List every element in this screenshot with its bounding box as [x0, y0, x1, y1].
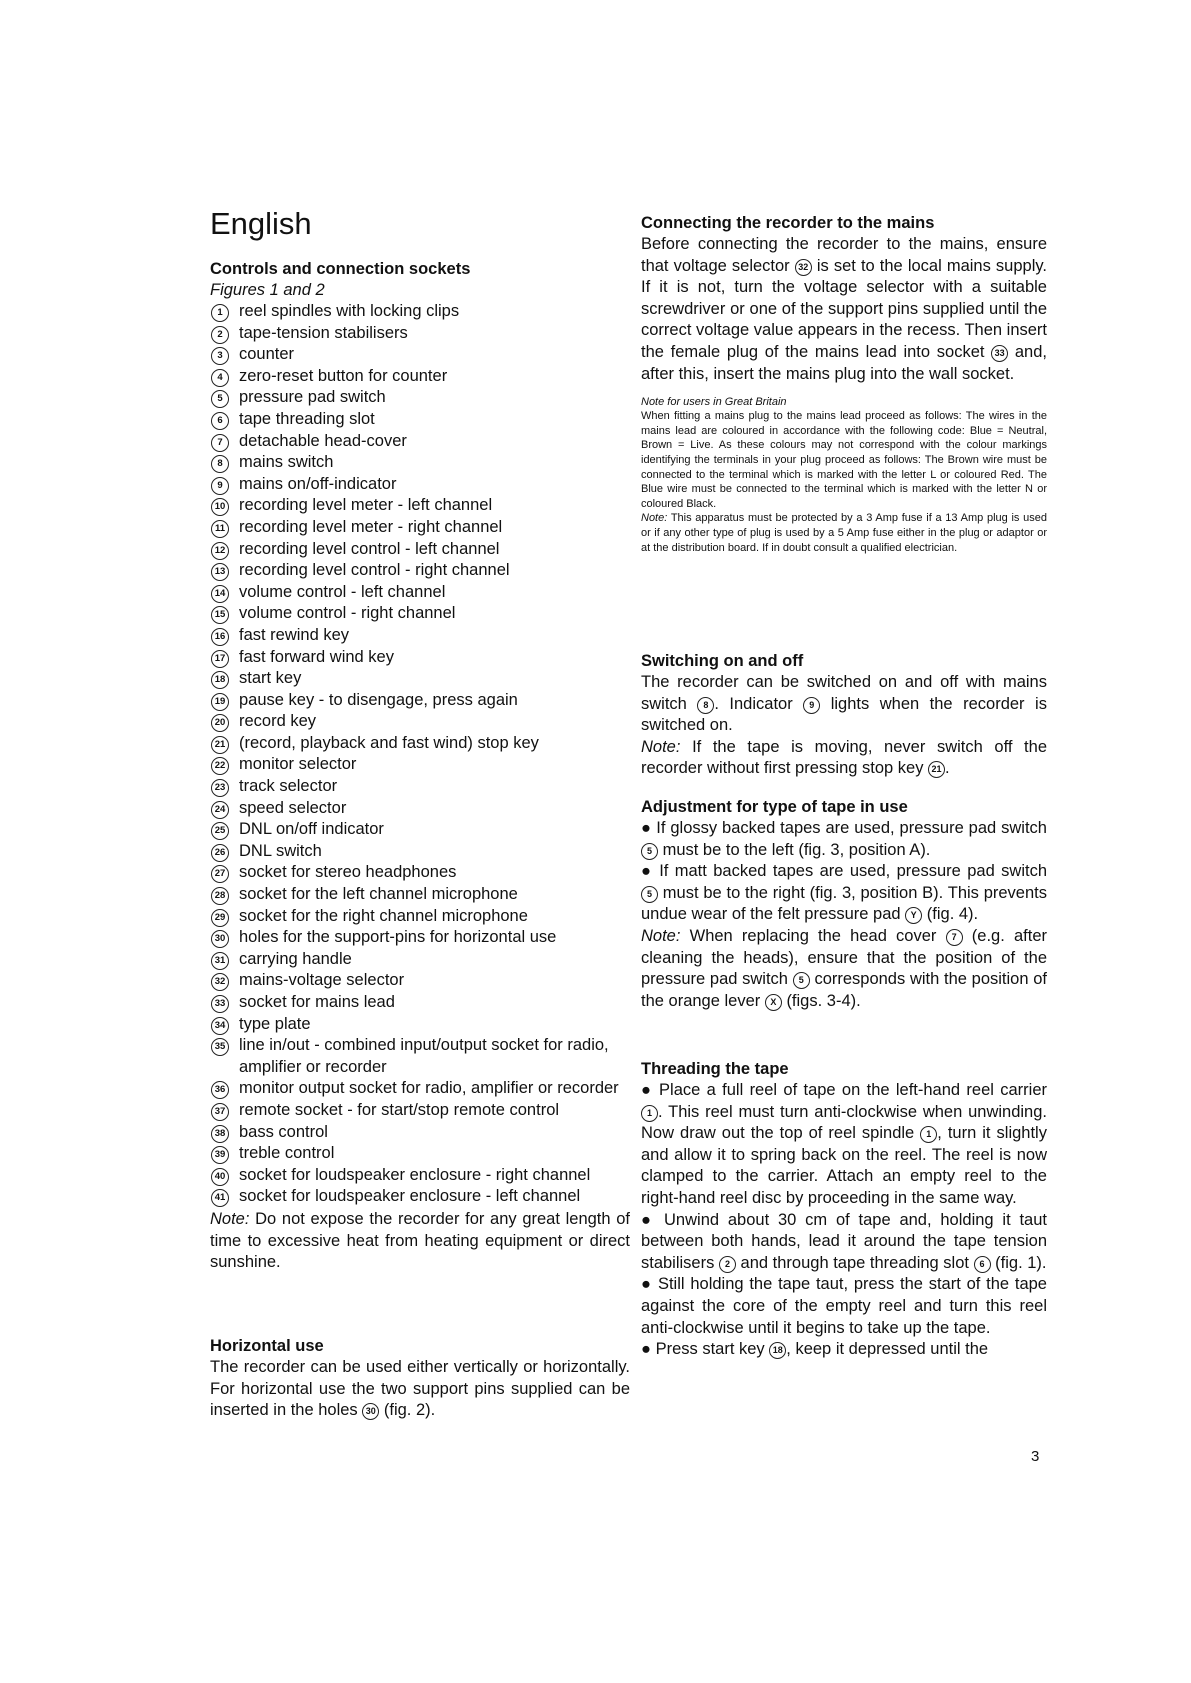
- control-description: DNL switch: [239, 841, 322, 860]
- control-number-circle: 1: [211, 304, 229, 322]
- note-text: Do not expose the recorder for any great length of time to excessive heat from heating equipment or direct sunshine.: [210, 1209, 630, 1272]
- control-description: start key: [239, 669, 302, 688]
- controls-section: [210, 259, 630, 1274]
- mains-text-1: Before connecting the recorder to the mains, ensure that voltage selector: [641, 235, 1047, 275]
- control-number-circle: 25: [211, 822, 229, 840]
- horizontal-section: [210, 1336, 630, 1422]
- threading-b2-text-2: and through tape threading slot: [740, 1253, 969, 1272]
- control-description: socket for stereo headphones: [239, 863, 457, 882]
- horizontal-text-b: (fig. 2).: [383, 1401, 436, 1420]
- control-number-circle: 30: [211, 930, 229, 948]
- control-description: fast rewind key: [239, 625, 350, 644]
- switching-text-1: The recorder can be switched on and off with mains switch: [641, 673, 1047, 713]
- control-description: tape-tension stabilisers: [239, 323, 408, 342]
- control-description: socket for the left channel microphone: [239, 885, 518, 904]
- control-number-circle: 32: [211, 973, 229, 991]
- control-number-circle: 16: [211, 628, 229, 646]
- control-description: line in/out - combined input/output socket for radio, amplifier or recorder: [239, 1036, 609, 1076]
- control-description: treble control: [239, 1144, 335, 1163]
- control-number-circle: 19: [211, 693, 229, 711]
- control-list-item: [210, 1100, 630, 1122]
- ref-circle: 18: [769, 1342, 786, 1359]
- control-number-circle: 8: [211, 455, 229, 473]
- control-list-item: [210, 1143, 630, 1165]
- threading-heading: Threading the tape: [641, 1060, 789, 1078]
- control-description: fast forward wind key: [239, 647, 394, 666]
- switching-section: [641, 651, 1047, 780]
- gb-fuse-note-label: Note:: [641, 512, 668, 525]
- control-number-circle: 26: [211, 844, 229, 862]
- control-description: remote socket - for start/stop remote control: [239, 1100, 560, 1119]
- control-number-circle: 21: [211, 736, 229, 754]
- switching-note-text-1: If the tape is moving, never switch off the recorder without first pressing stop key: [641, 737, 1047, 778]
- threading-bullet-4: ● Press start key 18 , keep it depressed until the: [641, 1340, 989, 1359]
- horizontal-text: [210, 1357, 630, 1422]
- control-description: socket for loudspeaker enclosure - left channel: [239, 1187, 581, 1206]
- control-description: counter: [239, 345, 295, 364]
- control-number-circle: 3: [211, 347, 229, 365]
- control-number-circle: 22: [211, 757, 229, 775]
- control-list-item: [210, 906, 630, 928]
- control-list-item: [210, 409, 630, 431]
- control-description: speed selector: [239, 798, 347, 817]
- control-number-circle: 23: [211, 779, 229, 797]
- control-description: reel spindles with locking clips: [239, 302, 460, 320]
- control-list-item: [210, 539, 630, 561]
- control-description: recording level control - left channel: [239, 539, 500, 558]
- control-description: DNL on/off indicator: [239, 820, 384, 839]
- control-list-item: [210, 323, 630, 345]
- control-number-circle: 33: [211, 995, 229, 1013]
- adjustment-b1-text-2: must be to the left (fig. 3, position A).: [662, 840, 931, 859]
- ref-circle: 5: [641, 843, 658, 860]
- control-list-item: [210, 366, 630, 388]
- control-list-item: [210, 711, 630, 733]
- control-number-circle: 10: [211, 498, 229, 516]
- ref-circle: 1: [641, 1105, 658, 1122]
- control-list-item: [210, 690, 630, 712]
- switching-note-label: Note:: [641, 737, 681, 756]
- horizontal-text-a: The recorder can be used either vertically or horizontally. For horizontal use the two support pins supplied can be inserted in the holes: [210, 1358, 630, 1420]
- adjustment-b2-text-3: (fig. 4).: [926, 905, 979, 924]
- ref-circle: 9: [803, 697, 820, 714]
- adjustment-b1-text-1: If glossy backed tapes are used, pressure pad switch: [656, 819, 1047, 837]
- adjustment-note-label: Note:: [641, 926, 681, 945]
- threading-section: [641, 1059, 1047, 1361]
- control-list-item: [210, 927, 630, 949]
- control-list-item: [210, 1014, 630, 1036]
- ref-circle: X: [765, 994, 782, 1011]
- control-description: socket for the right channel microphone: [239, 906, 528, 925]
- control-number-circle: 34: [211, 1017, 229, 1035]
- controls-heading: Controls and connection sockets: [210, 260, 471, 278]
- ref-circle: 6: [974, 1256, 991, 1273]
- ref-circle: 5: [793, 972, 810, 989]
- control-list-item: [210, 992, 630, 1014]
- control-list-item: [210, 733, 630, 755]
- mains-text: [641, 234, 1047, 385]
- control-list-item: [210, 495, 630, 517]
- control-description: type plate: [239, 1014, 311, 1033]
- adjustment-bullet-1: ● If glossy backed tapes are used, pressure pad switch 5 must be to the left (fig. 3, position A).: [641, 819, 1047, 859]
- adjustment-note-text-3: corresponds with the position of the orange lever: [641, 970, 1047, 1010]
- control-number-circle: 9: [211, 477, 229, 495]
- gb-fuse-note-text: This apparatus must be protected by a 3 Amp fuse if a 13 Amp plug is used or if any other type of plug is used by a 5 Amp fuse either in the plug or adaptor or at the distribution board. If in doubt consult a qualified electrician.: [641, 512, 1047, 554]
- control-number-circle: 28: [211, 887, 229, 905]
- page-number: 3: [1031, 1448, 1040, 1465]
- switching-text-3: lights when the recorder is switched on.: [641, 694, 1047, 735]
- ref-circle: 21: [928, 761, 945, 778]
- control-number-circle: 40: [211, 1168, 229, 1186]
- switching-note: [641, 737, 1047, 780]
- adjustment-heading: Adjustment for type of tape in use: [641, 798, 908, 816]
- control-description: monitor selector: [239, 755, 357, 774]
- control-description: mains on/off-indicator: [239, 474, 397, 493]
- adjustment-b2-text-1: If matt backed tapes are used, pressure pad switch: [659, 862, 1047, 881]
- control-list-item: [210, 582, 630, 604]
- switching-text: [641, 672, 1047, 737]
- control-number-circle: 20: [211, 714, 229, 732]
- control-number-circle: 17: [211, 650, 229, 668]
- control-list-item: [210, 1035, 630, 1078]
- ref-circle: 30: [362, 1403, 379, 1420]
- horizontal-heading: Horizontal use: [210, 1337, 324, 1355]
- page-title: English: [210, 206, 312, 241]
- control-list-item: [210, 474, 630, 496]
- ref-circle: 32: [795, 259, 812, 276]
- control-description: pressure pad switch: [239, 388, 386, 407]
- switching-note-text-2: .: [945, 759, 950, 778]
- control-description: socket for loudspeaker enclosure - right channel: [239, 1165, 591, 1184]
- ref-circle: 1: [920, 1126, 937, 1143]
- control-description: volume control - right channel: [239, 604, 456, 623]
- control-list-item: [210, 344, 630, 366]
- control-list-item: [210, 625, 630, 647]
- control-list-item: [210, 560, 630, 582]
- switching-heading: Switching on and off: [641, 652, 804, 670]
- control-description: bass control: [239, 1122, 328, 1141]
- control-description: socket for mains lead: [239, 993, 395, 1011]
- control-list-item: [210, 819, 630, 841]
- control-list-item: [210, 862, 630, 884]
- control-number-circle: 13: [211, 563, 229, 581]
- adjustment-bullet-2: ● If matt backed tapes are used, pressure pad switch 5 must be to the right (fig. 3, position B). This prevents undue wear of the felt pressure pad Y (fig. 4).: [641, 862, 1047, 924]
- adjustment-note-text-1: When replacing the head cover: [689, 926, 937, 945]
- control-number-circle: 7: [211, 434, 229, 452]
- threading-b3-text-1: Still holding the tape taut, press the start of the tape against the core of the empty reel and turn this reel anti-clockwise until it begins to take up the tape.: [641, 1275, 1047, 1337]
- control-list-item: [210, 949, 630, 971]
- figures-reference: Figures 1 and 2: [210, 281, 325, 299]
- threading-bullet-3: ● Still holding the tape taut, press the start of the tape against the core of the empty reel and turn this reel anti-clockwise until it begins to take up the tape.: [641, 1275, 1047, 1337]
- control-description: track selector: [239, 777, 338, 796]
- control-number-circle: 36: [211, 1081, 229, 1099]
- ref-circle: 7: [946, 929, 963, 946]
- control-number-circle: 14: [211, 585, 229, 603]
- adjustment-note-text-4: (figs. 3-4).: [786, 991, 861, 1010]
- adjustment-section: [641, 797, 1047, 1012]
- mains-text-2: is set to the local mains supply. If it is not, turn the voltage selector with a suitable screwdriver or one of the support pins supplied until the correct voltage value appears in the recess. Then insert the female plug of the mains lead into socket: [641, 256, 1047, 361]
- control-list-item: [210, 1122, 630, 1144]
- control-number-circle: 12: [211, 542, 229, 560]
- ref-circle: 5: [641, 886, 658, 903]
- control-number-circle: 4: [211, 369, 229, 387]
- control-description: holes for the support-pins for horizontal use: [239, 928, 557, 947]
- control-description: recording level meter - right channel: [239, 517, 503, 536]
- control-list-item: [210, 1186, 630, 1208]
- gb-note-title: Note for users in Great Britain: [641, 396, 787, 409]
- adjustment-note: [641, 926, 1047, 1012]
- ref-circle: 33: [991, 345, 1008, 362]
- gb-fuse-note: [641, 511, 1047, 555]
- control-description: tape threading slot: [239, 409, 375, 428]
- threading-b1-text-1: Place a full reel of tape on the left-hand reel carrier: [659, 1081, 1047, 1099]
- control-list-item: [210, 387, 630, 409]
- control-list-item: [210, 798, 630, 820]
- control-description: recording level control - right channel: [239, 561, 510, 580]
- control-list-item: [210, 1078, 630, 1100]
- control-number-circle: 2: [211, 326, 229, 344]
- control-description: zero-reset button for counter: [239, 366, 448, 385]
- threading-b4-text-1: Press start key: [655, 1340, 765, 1359]
- mains-text-3: and, after this, insert the mains plug into the wall socket.: [641, 342, 1047, 383]
- control-number-circle: 15: [211, 606, 229, 624]
- control-description: carrying handle: [239, 949, 352, 968]
- ref-circle: 8: [697, 697, 714, 714]
- controls-list: [210, 301, 630, 1208]
- note-label: Note:: [210, 1209, 250, 1228]
- control-list-item: [210, 776, 630, 798]
- switching-text-2: . Indicator: [714, 694, 793, 713]
- control-description: detachable head-cover: [239, 431, 407, 450]
- control-description: monitor output socket for radio, amplifier or recorder: [239, 1079, 619, 1098]
- control-number-circle: 24: [211, 801, 229, 819]
- control-description: (record, playback and fast wind) stop key: [239, 733, 539, 752]
- control-number-circle: 39: [211, 1146, 229, 1164]
- adjustment-note-text-2: (e.g. after cleaning the heads), ensure that the position of the pressure pad switch: [641, 926, 1047, 989]
- adjustment-b2-text-2: must be to the right (fig. 3, position B). This prevents undue wear of the felt pressure pad: [641, 883, 1047, 924]
- control-description: mains switch: [239, 453, 334, 472]
- control-number-circle: 5: [211, 390, 229, 408]
- threading-b1-text-2: . This reel must turn anti-clockwise when unwinding. Now draw out the top of reel spindle: [641, 1102, 1047, 1143]
- control-number-circle: 31: [211, 952, 229, 970]
- controls-note: [210, 1209, 630, 1274]
- control-list-item: [210, 970, 630, 992]
- control-number-circle: 41: [211, 1189, 229, 1207]
- control-list-item: [210, 452, 630, 474]
- threading-bullet-1: ● Place a full reel of tape on the left-hand reel carrier 1 . This reel must turn anti-clockwise when unwinding. Now draw out the top of reel spindle 1 , turn it slightly and allow it to spring back on the reel. The reel is now clamped to the carrier. Attach an empty reel to the right-hand reel disc by proceeding in the same way.: [641, 1081, 1047, 1207]
- control-number-circle: 18: [211, 671, 229, 689]
- control-list-item: [210, 301, 630, 323]
- gb-note-text: When fitting a mains plug to the mains lead proceed as follows: The wires in the mains lead are coloured in accordance with the following code: Blue = Neutral, Brown = Live. As these colours may not correspond with the colour markings identifying the terminals in your plug proceed as follows: The Brown wire must be connected to the terminal which is marked with the letter L or coloured Red. The Blue wire must be connected to the terminal which is marked with the letter N or coloured Black.: [641, 410, 1047, 510]
- control-description: pause key - to disengage, press again: [239, 690, 518, 709]
- ref-circle: 2: [719, 1256, 736, 1273]
- control-number-circle: 6: [211, 412, 229, 430]
- control-number-circle: 35: [211, 1038, 229, 1056]
- control-list-item: [210, 517, 630, 539]
- control-number-circle: 11: [211, 520, 229, 538]
- control-number-circle: 37: [211, 1103, 229, 1121]
- control-list-item: [210, 647, 630, 669]
- control-list-item: [210, 431, 630, 453]
- threading-b2-text-1: Unwind about 30 cm of tape and, holding it taut between both hands, lead it around the tape tension stabilisers: [641, 1210, 1047, 1272]
- control-number-circle: 27: [211, 865, 229, 883]
- threading-b2-text-3: (fig. 1).: [995, 1253, 1047, 1272]
- control-list-item: [210, 754, 630, 776]
- control-number-circle: 29: [211, 909, 229, 927]
- control-list-item: [210, 668, 630, 690]
- threading-b1-text-3: , turn it slightly and allow it to spring back on the reel. The reel is now clamped to the carrier. Attach an empty reel to the right-hand reel disc by proceeding in the same way.: [641, 1124, 1047, 1207]
- control-list-item: [210, 841, 630, 863]
- control-description: volume control - left channel: [239, 582, 446, 601]
- mains-section: [641, 213, 1047, 555]
- control-list-item: [210, 884, 630, 906]
- control-description: mains-voltage selector: [239, 971, 405, 990]
- control-list-item: [210, 603, 630, 625]
- mains-heading: Connecting the recorder to the mains: [641, 214, 935, 232]
- control-list-item: [210, 1165, 630, 1187]
- control-number-circle: 38: [211, 1125, 229, 1143]
- ref-circle: Y: [905, 907, 922, 924]
- threading-bullet-2: ● Unwind about 30 cm of tape and, holding it taut between both hands, lead it around the tape tension stabilisers 2 and through tape threading slot 6 (fig. 1).: [641, 1210, 1047, 1272]
- threading-b4-text-2: , keep it depressed until the: [786, 1340, 989, 1359]
- control-description: recording level meter - left channel: [239, 496, 493, 515]
- control-description: record key: [239, 712, 317, 731]
